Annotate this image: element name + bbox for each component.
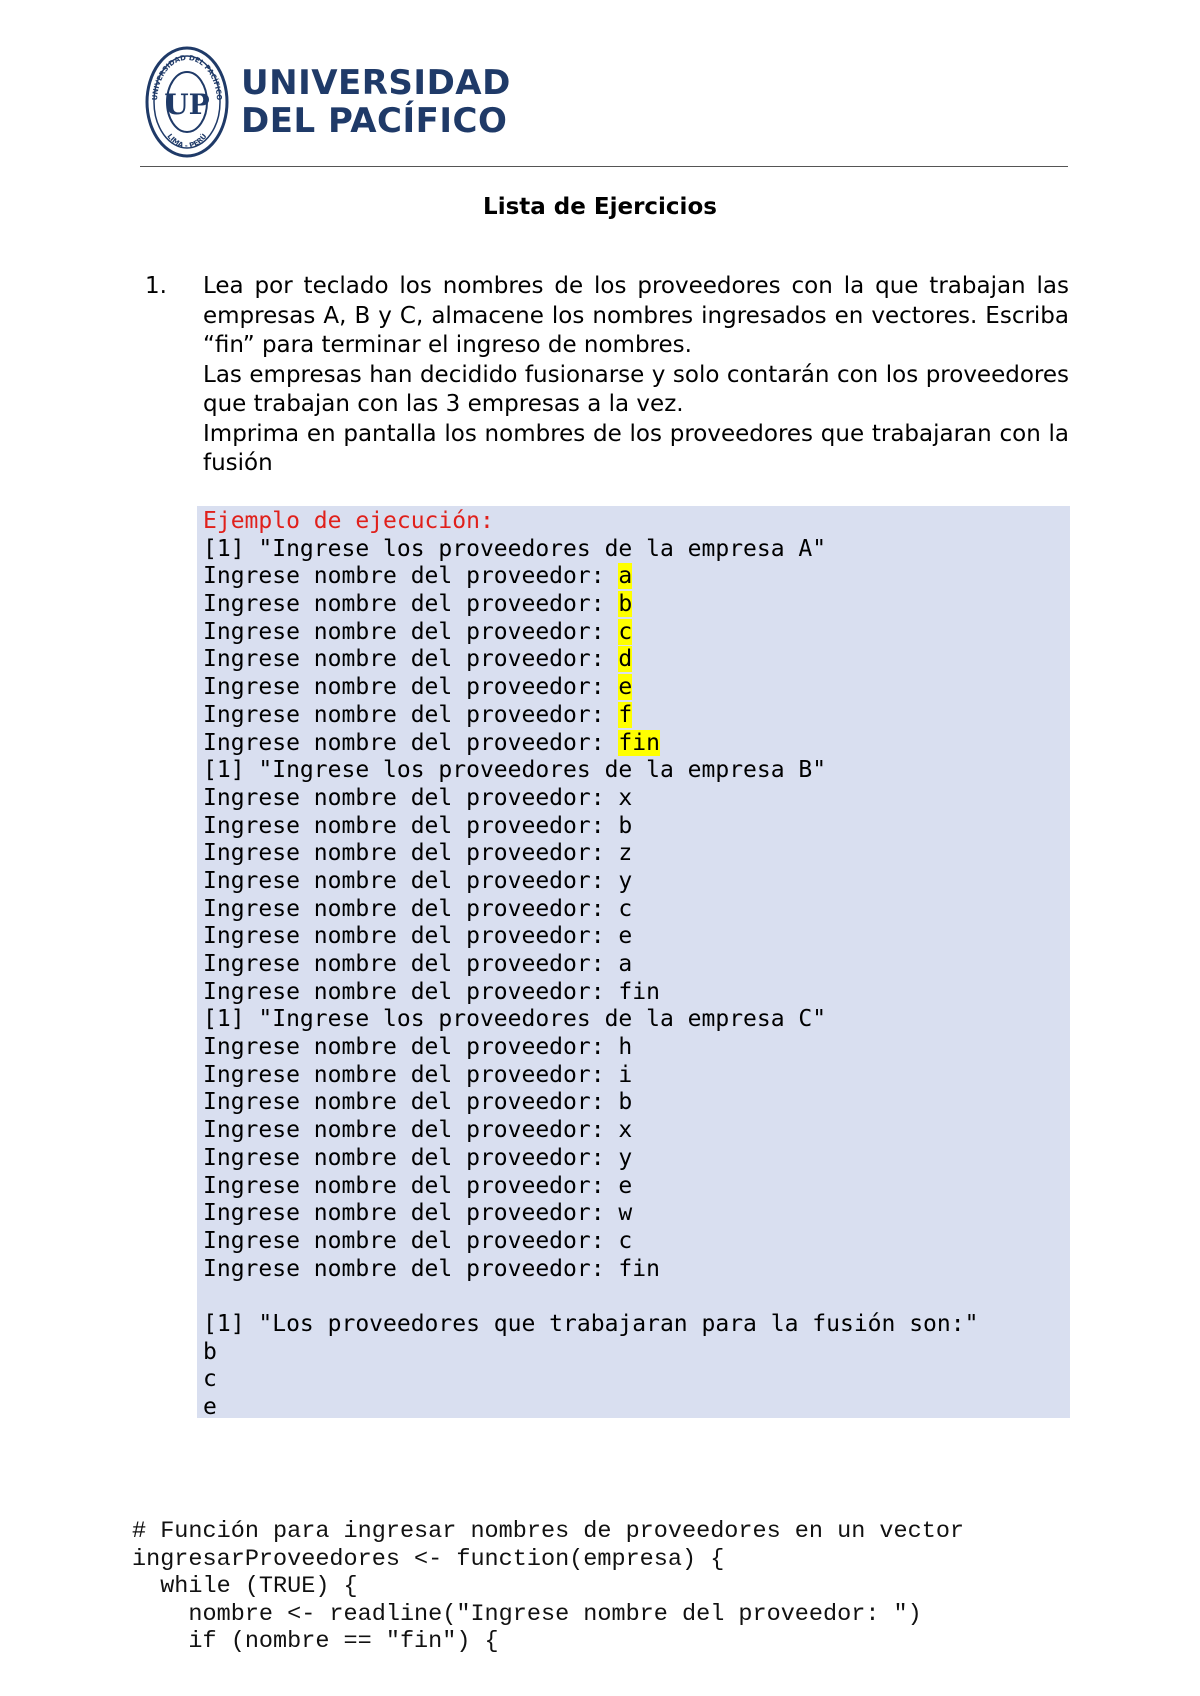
input-line — [203, 591, 978, 619]
input-value: z — [618, 840, 633, 867]
code-line: while (TRUE) { — [132, 1573, 358, 1601]
console-output-text: [1] "Ingrese los proveedores de la empresa C" — [203, 1006, 827, 1033]
prompt-text: Ingrese nombre del proveedor: — [203, 1255, 619, 1282]
prompt-text: Ingrese nombre del proveedor: — [203, 867, 619, 894]
prompt-text: Ingrese nombre del proveedor: — [203, 840, 619, 867]
prompt-text: Ingrese nombre del proveedor: — [203, 674, 619, 701]
input-line — [203, 923, 978, 951]
execution-example-box — [197, 506, 1070, 1418]
input-line — [203, 896, 978, 924]
input-line — [203, 840, 978, 868]
header-divider — [140, 166, 1068, 167]
prompt-text: Ingrese nombre del proveedor: — [203, 591, 619, 618]
input-line — [203, 730, 978, 758]
code-line: nombre <- readline("Ingrese nombre del proveedor: ") — [132, 1600, 922, 1628]
result-value: b — [203, 1338, 217, 1365]
input-value: y — [618, 1144, 633, 1171]
prompt-text: Ingrese nombre del proveedor: — [203, 923, 619, 950]
example-heading — [203, 508, 978, 536]
result-value: e — [203, 1394, 217, 1420]
code-line: # Función para ingresar nombres de proveedores en un vector — [132, 1518, 965, 1545]
input-line — [203, 951, 978, 979]
highlighted-input: c — [618, 618, 633, 645]
input-line — [203, 702, 978, 730]
r-code-block — [132, 1518, 964, 1656]
result-line — [203, 1394, 978, 1422]
company-c-header — [203, 1006, 978, 1034]
exercise-statement — [203, 272, 1069, 479]
prompt-text: Ingrese nombre del proveedor: — [203, 895, 619, 922]
input-line — [203, 1062, 978, 1090]
input-value: fin — [618, 1255, 660, 1282]
prompt-text: Ingrese nombre del proveedor: — [203, 1061, 619, 1088]
input-value: a — [618, 951, 633, 977]
exercise-number: 1. — [145, 273, 167, 299]
input-value: b — [618, 1089, 633, 1116]
input-line — [203, 1256, 978, 1284]
console-output-text: [1] "Ingrese los proveedores de la empresa B" — [203, 757, 827, 784]
highlighted-input: b — [618, 591, 633, 618]
prompt-text: Ingrese nombre del proveedor: — [203, 1200, 619, 1227]
input-value: e — [618, 1172, 633, 1199]
prompt-text: Ingrese nombre del proveedor: — [203, 1089, 619, 1116]
blank-line — [203, 1283, 978, 1311]
result-value: c — [203, 1366, 217, 1393]
prompt-text: Ingrese nombre del proveedor: — [203, 701, 619, 728]
page-title: Lista de Ejercicios — [483, 194, 717, 220]
prompt-text: Ingrese nombre del proveedor: — [203, 978, 619, 1005]
prompt-text: Ingrese nombre del proveedor: — [203, 646, 619, 673]
seal-text-bottom: LIMA - PERÚ — [165, 132, 209, 151]
input-line — [203, 813, 978, 841]
input-value: h — [618, 1034, 633, 1061]
university-name — [241, 64, 511, 140]
input-line — [203, 646, 978, 674]
university-seal-icon — [145, 46, 229, 158]
prompt-text: Ingrese nombre del proveedor: — [203, 729, 619, 756]
exercise-paragraph: Imprima en pantalla los nombres de los proveedores que trabajaran con la fusión — [203, 420, 1069, 476]
prompt-text: Ingrese nombre del proveedor: — [203, 1144, 619, 1171]
console-output-text: [1] "Ingrese los proveedores de la empresa A" — [203, 535, 827, 562]
prompt-text: Ingrese nombre del proveedor: — [203, 784, 619, 811]
input-line — [203, 1089, 978, 1117]
input-value: e — [618, 923, 633, 950]
input-line — [203, 674, 978, 702]
prompt-text: Ingrese nombre del proveedor: — [203, 1172, 619, 1199]
input-line — [203, 1117, 978, 1145]
highlighted-input: e — [618, 674, 633, 701]
input-line — [203, 1145, 978, 1173]
seal-monogram: UP — [164, 88, 210, 121]
exercise-paragraph: Lea por teclado los nombres de los proveedores con la que trabajan las empresas A, B y C, almacene los nombres ingresados en vectores. Escriba “fin” para terminar el ingreso de nombres. — [203, 273, 1069, 358]
input-line — [203, 563, 978, 591]
input-value: x — [618, 1117, 633, 1144]
university-logo — [145, 46, 511, 160]
prompt-text: Ingrese nombre del proveedor: — [203, 563, 619, 590]
input-line — [203, 1034, 978, 1062]
svg-text:LIMA - PERÚ — [165, 132, 208, 151]
seal-text-top: UNIVERSIDAD DEL PACÍFICO — [150, 53, 224, 101]
input-line — [203, 979, 978, 1007]
input-line — [203, 1173, 978, 1201]
input-value: w — [618, 1200, 633, 1227]
input-line — [203, 619, 978, 647]
company-b-header — [203, 757, 978, 785]
result-header — [203, 1311, 978, 1339]
input-value: x — [618, 784, 633, 811]
brand-line-1: UNIVERSIDAD — [241, 63, 511, 103]
console-output-text: [1] "Los proveedores que trabajaran para la fusión son:" — [203, 1310, 979, 1337]
exercise-paragraph: Las empresas han decidido fusionarse y solo contarán con los proveedores que trabajan con las 3 empresas a la vez. — [203, 361, 1069, 417]
code-line: ingresarProveedores <- function(empresa) { — [132, 1545, 725, 1573]
input-line — [203, 1200, 978, 1228]
execution-example-lines — [203, 508, 978, 1422]
example-heading-text: Ejemplo de ejecución: — [203, 508, 494, 534]
prompt-text: Ingrese nombre del proveedor: — [203, 1227, 619, 1254]
code-line: if (nombre == "fin") { — [132, 1628, 499, 1656]
input-line — [203, 785, 978, 813]
input-value: b — [618, 812, 633, 839]
highlighted-input: f — [618, 701, 633, 728]
result-line — [203, 1366, 978, 1394]
input-value: i — [618, 1061, 633, 1088]
prompt-text: Ingrese nombre del proveedor: — [203, 618, 619, 645]
blank — [203, 1283, 217, 1309]
input-line — [203, 868, 978, 896]
input-value: y — [618, 867, 633, 894]
brand-line-2: DEL PACÍFICO — [241, 101, 508, 141]
input-value: c — [618, 1227, 633, 1254]
prompt-text: Ingrese nombre del proveedor: — [203, 1034, 619, 1061]
prompt-text: Ingrese nombre del proveedor: — [203, 951, 619, 977]
highlighted-input: d — [618, 646, 633, 673]
prompt-text: Ingrese nombre del proveedor: — [203, 1117, 619, 1144]
highlighted-input: a — [618, 563, 633, 590]
prompt-text: Ingrese nombre del proveedor: — [203, 812, 619, 839]
highlighted-input: fin — [618, 729, 660, 756]
input-value: fin — [618, 978, 660, 1005]
company-a-header — [203, 536, 978, 564]
result-line — [203, 1339, 978, 1367]
input-line — [203, 1228, 978, 1256]
input-value: c — [618, 895, 633, 922]
